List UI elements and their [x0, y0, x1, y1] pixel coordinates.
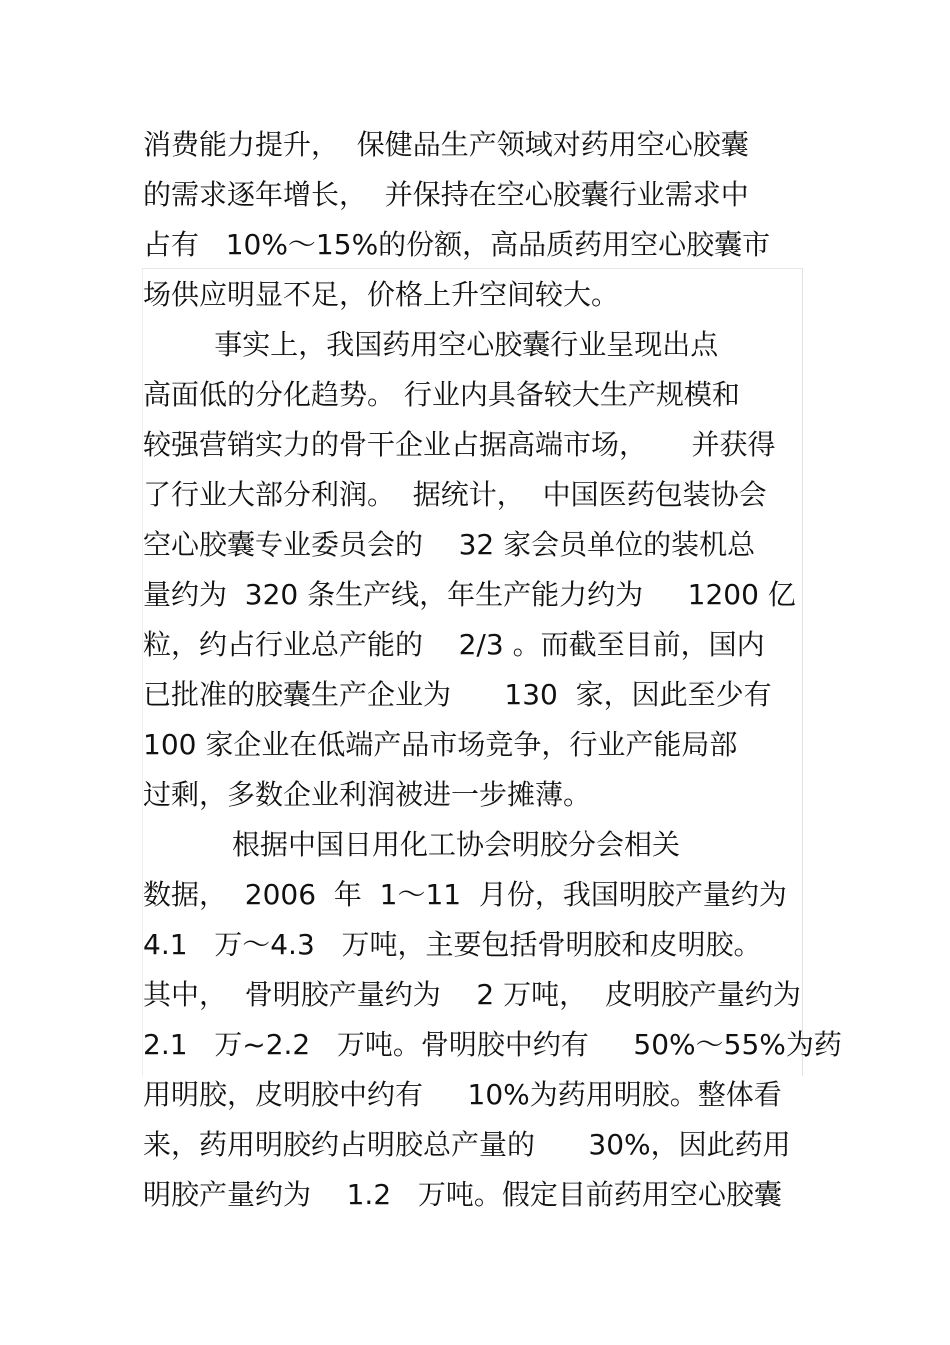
text-line: 其中， 骨明胶产量约为 2 万吨， 皮明胶产量约为	[143, 978, 801, 1011]
text-line: 数据， 2006 年 1～11 月份，我国明胶产量约为	[143, 878, 787, 911]
text-line: 的需求逐年增长， 并保持在空心胶囊行业需求中	[143, 178, 749, 211]
text-line: 用明胶，皮明胶中约有 10%为药用明胶。整体看	[143, 1078, 782, 1111]
text-line: 空心胶囊专业委员会的 32 家会员单位的装机总	[143, 528, 756, 561]
text-line: 粒，约占行业总产能的 2/3 。而截至目前，国内	[143, 628, 765, 661]
text-line: 2.1 万~2.2 万吨。骨明胶中约有 50%～55%为药	[143, 1028, 842, 1061]
text-line: 事实上，我国药用空心胶囊行业呈现出点	[143, 328, 719, 361]
body-text	[143, 120, 842, 1220]
text-line: 已批准的胶囊生产企业为 130 家，因此至少有	[143, 678, 772, 711]
text-line: 消费能力提升， 保健品生产领域对药用空心胶囊	[143, 128, 749, 161]
text-line: 来，药用明胶约占明胶总产量的 30%，因此药用	[143, 1128, 791, 1161]
text-line: 4.1 万～4.3 万吨，主要包括骨明胶和皮明胶。	[143, 928, 762, 961]
text-line: 了行业大部分利润。 据统计， 中国医药包装协会	[143, 478, 767, 511]
text-line: 量约为 320 条生产线，年生产能力约为 1200 亿	[143, 578, 796, 611]
text-line: 场供应明显不足，价格上升空间较大。	[143, 278, 620, 311]
text-line: 根据中国日用化工协会明胶分会相关	[143, 828, 681, 861]
text-line: 明胶产量约为 1.2 万吨。假定目前药用空心胶囊	[143, 1178, 782, 1211]
text-line: 较强营销实力的骨干企业占据高端市场， 并获得	[143, 428, 776, 461]
text-line: 高面低的分化趋势。 行业内具备较大生产规模和	[143, 378, 740, 411]
text-line: 占有 10%～15%的份额，高品质药用空心胶囊市	[143, 228, 771, 261]
text-line: 100 家企业在低端产品市场竞争，行业产能局部	[143, 728, 738, 761]
text-line: 过剩，多数企业利润被进一步摊薄。	[143, 778, 592, 811]
